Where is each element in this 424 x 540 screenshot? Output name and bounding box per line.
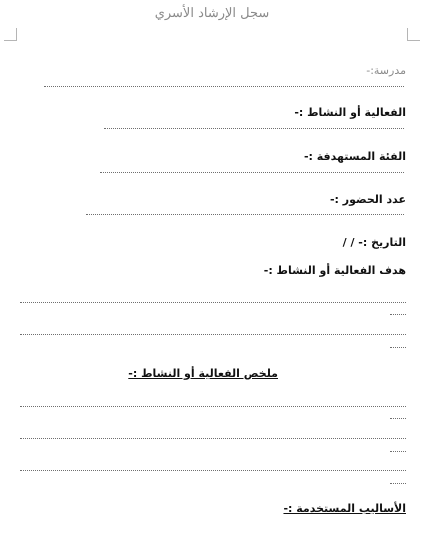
summary-dotted-line-1 bbox=[20, 406, 406, 407]
margin-corner-mark-left bbox=[4, 28, 17, 41]
attendance-dotted-line bbox=[86, 214, 404, 215]
school-dotted-line bbox=[44, 86, 404, 87]
goal-label: هدف الفعالية أو النشاط :- bbox=[263, 264, 406, 277]
date-label: التاريخ :- / / bbox=[342, 236, 406, 249]
goal-dotted-line-1 bbox=[20, 302, 406, 303]
activity-dotted-line bbox=[104, 128, 404, 129]
summary-heading: ملخص الفعالية أو النشاط :- bbox=[128, 367, 278, 380]
page-title: سجل الإرشاد الأسري bbox=[154, 6, 270, 21]
margin-corner-mark-right bbox=[407, 28, 420, 41]
summary-dotted-line-2-continuation bbox=[390, 451, 406, 452]
school-label: مدرسة:- bbox=[366, 64, 406, 77]
activity-label: الفعالية أو النشاط :- bbox=[294, 106, 406, 119]
goal-dotted-line-1-continuation bbox=[390, 314, 406, 315]
summary-dotted-line-3 bbox=[20, 470, 406, 471]
attendance-label: عدد الحضور :- bbox=[329, 193, 406, 206]
methods-heading: الأساليب المستخدمة :- bbox=[283, 502, 406, 515]
target-group-dotted-line bbox=[100, 172, 404, 173]
summary-dotted-line-2 bbox=[20, 438, 406, 439]
summary-dotted-line-1-continuation bbox=[390, 418, 406, 419]
goal-dotted-line-2 bbox=[20, 334, 406, 335]
goal-dotted-line-2-continuation bbox=[390, 347, 406, 348]
target-group-label: الفئة المستهدفة :- bbox=[303, 150, 406, 163]
summary-dotted-line-3-continuation bbox=[390, 483, 406, 484]
